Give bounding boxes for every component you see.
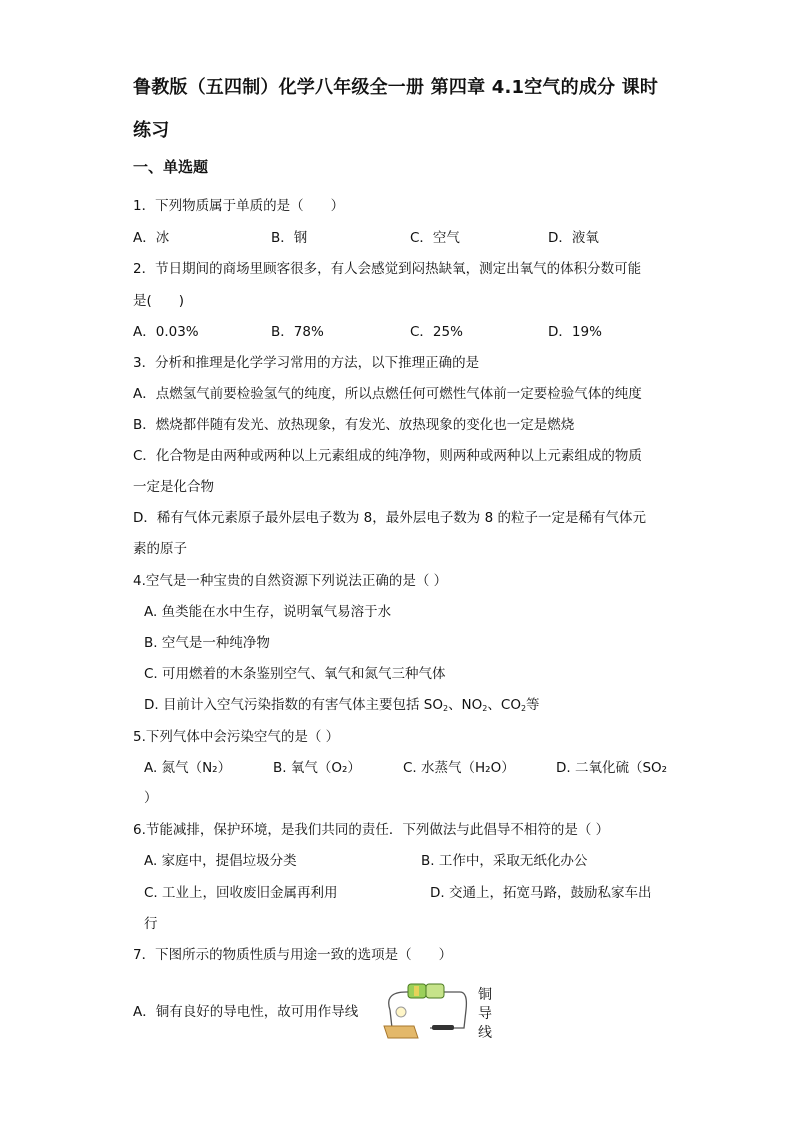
- q2-stem-line1: 2．节日期间的商场里顾客很多，有人会感觉到闷热缺氧，测定出氧气的体积分数可能: [133, 261, 642, 277]
- q2-option-a: A．0.03%: [133, 324, 199, 340]
- q4-option-b: B. 空气是一种纯净物: [144, 635, 270, 651]
- q1-stem: 1．下列物质属于单质的是（ ）: [133, 198, 345, 214]
- q5-option-c: C. 水蒸气（H₂O）: [403, 760, 515, 776]
- q3-stem: 3．分析和推理是化学学习常用的方法，以下推理正确的是: [133, 355, 480, 371]
- q6-option-d-line2: 行: [144, 916, 158, 932]
- q5-stem: 5.下列气体中会污染空气的是（ ）: [133, 729, 340, 745]
- q4-option-d: [144, 696, 540, 718]
- q2-option-c: C．25%: [410, 324, 463, 340]
- section-heading: 一、单选题: [133, 158, 209, 176]
- q4-sub-co2: 2: [520, 704, 527, 713]
- q5-option-d-line1: D. 二氧化硫（SO₂: [556, 760, 668, 776]
- copper-wire-label: 铜导线: [478, 987, 492, 1041]
- q1-option-c: C．空气: [410, 230, 460, 246]
- q6-option-b: B. 工作中，采取无纸化办公: [421, 853, 588, 869]
- q3-option-a: A．点燃氢气前要检验氢气的纯度，所以点燃任何可燃性气体前一定要检验气体的纯度: [133, 386, 642, 402]
- q6-option-d-line1: D. 交通上，拓宽马路，鼓励私家车出: [430, 885, 652, 901]
- q4-sub-no2: 2: [482, 704, 488, 713]
- q2-option-d: D．19%: [548, 324, 602, 340]
- q4-option-d-co: 、CO: [487, 697, 521, 713]
- q4-sub-so2: 2: [442, 704, 449, 713]
- q3-option-d-line2: 素的原子: [133, 541, 187, 557]
- q6-option-a: A. 家庭中，提倡垃圾分类: [144, 853, 297, 869]
- q5-option-d-line2: ）: [144, 790, 158, 806]
- q4-option-c: C. 可用燃着的木条鉴别空气、氧气和氮气三种气体: [144, 666, 446, 682]
- bulb-icon: [396, 1007, 406, 1017]
- q4-stem: 4.空气是一种宝贵的自然资源下列说法正确的是（ ）: [133, 573, 448, 589]
- q3-option-b: B．燃烧都伴随有发光、放热现象，有发光、放热现象的变化也一定是燃烧: [133, 417, 575, 433]
- q2-stem-line2: 是( ): [133, 293, 185, 309]
- q6-stem: 6.节能减排，保护环境，是我们共同的责任．下列做法与此倡导不相符的是（ ）: [133, 822, 610, 838]
- battery-icon-2: [426, 984, 444, 998]
- q7-stem: 7．下图所示的物质性质与用途一致的选项是（ ）: [133, 947, 453, 963]
- q3-option-c-line1: C．化合物是由两种或两种以上元素组成的纯净物，则两种或两种以上元素组成的物质: [133, 448, 642, 464]
- q5-option-a: A. 氮气（N₂）: [144, 760, 232, 776]
- q5-option-b: B. 氧气（O₂）: [273, 760, 361, 776]
- q4-option-d-text: D. 目前计入空气污染指数的有害气体主要包括 SO: [144, 697, 443, 713]
- q4-option-a: A. 鱼类能在水中生存，说明氧气易溶于水: [144, 604, 392, 620]
- page-title: 鲁教版（五四制）化学八年级全一册 第四章 4.1空气的成分 课时练习: [133, 77, 659, 141]
- q3-option-c-line2: 一定是化合物: [133, 479, 214, 495]
- q2-option-b: B．78%: [271, 324, 324, 340]
- q4-option-d-end: 等: [526, 697, 540, 713]
- battery-cap-icon: [414, 986, 419, 996]
- q3-option-d-line1: D．稀有气体元素原子最外层电子数为 8，最外层电子数为 8 的粒子一定是稀有气体元: [133, 510, 646, 526]
- q7-option-a: A．铜有良好的导电性，故可用作导线: [133, 1004, 359, 1020]
- q4-option-d-no: 、NO: [448, 697, 483, 713]
- q1-option-b: B．钢: [271, 230, 308, 246]
- resistor-icon: [432, 1025, 454, 1030]
- q1-option-d: D．液氧: [548, 230, 599, 246]
- q1-option-a: A．冰: [133, 230, 170, 246]
- switch-base-icon: [384, 1026, 418, 1038]
- q6-option-c: C. 工业上，回收废旧金属再利用: [144, 885, 338, 901]
